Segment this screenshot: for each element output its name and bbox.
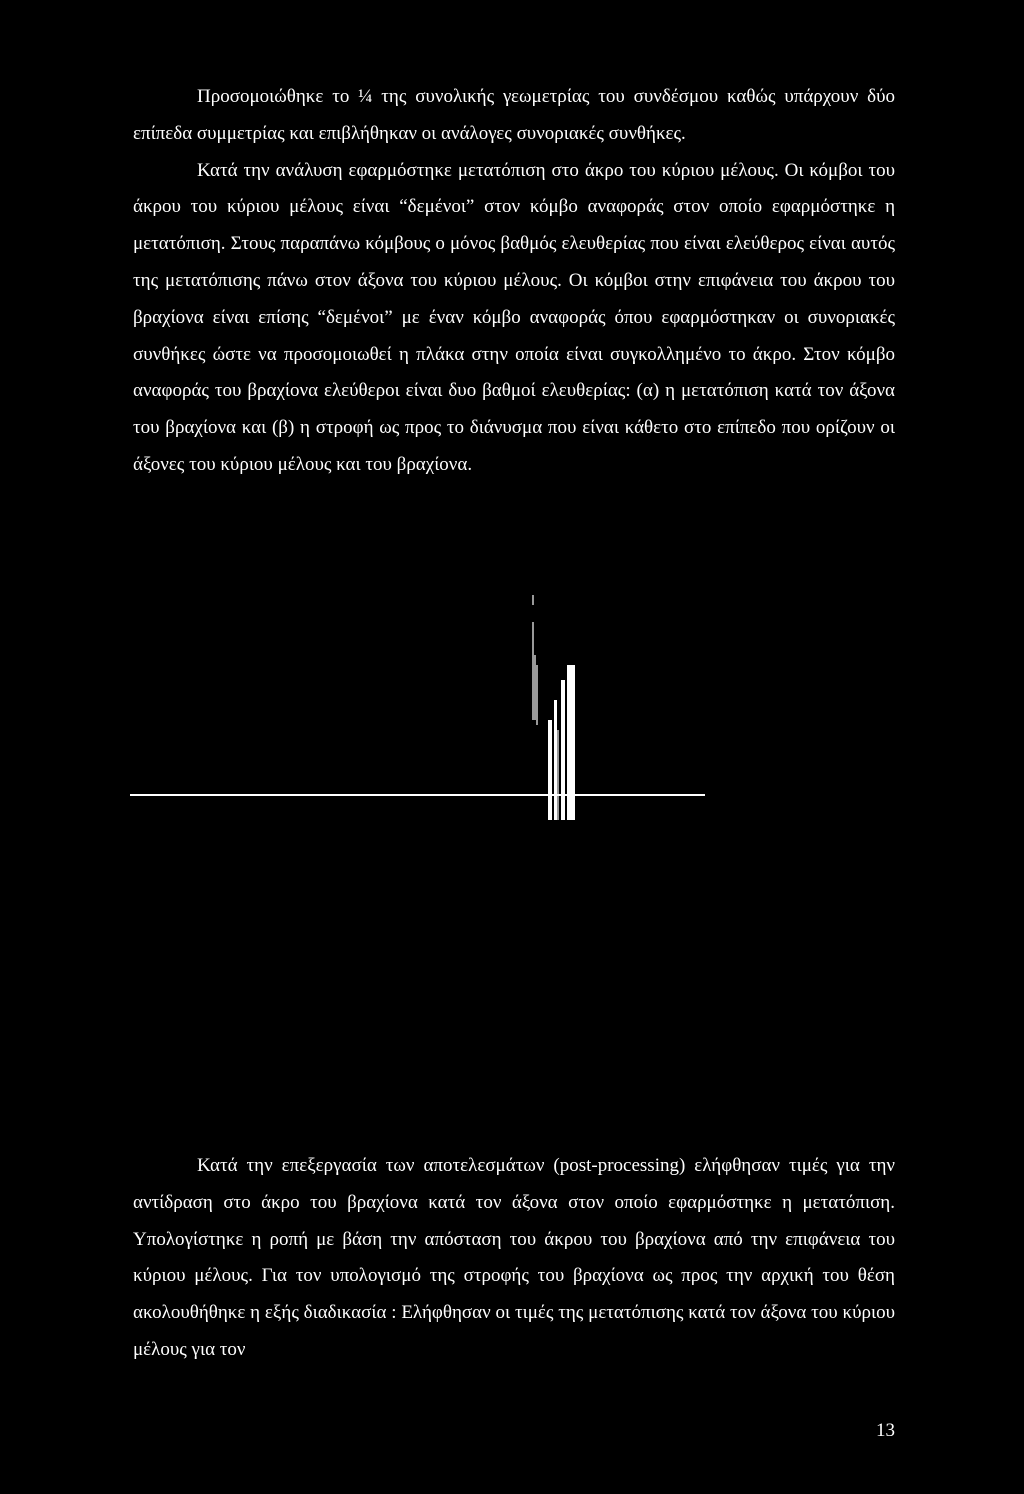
fe-mesh-drawing xyxy=(130,590,900,820)
fe-model-figure xyxy=(130,590,900,820)
paragraph-boundary-conditions xyxy=(133,79,895,484)
paragraph-displacement: Κατά την ανάλυση εφαρμόστηκε μετατόπιση στο άκρο του κύριου μέλους. Οι κόμβοι του άκρου του κύριου μέλους είναι “δεμένοι” στον κόμβο αναφοράς στον οποίο εφαρμόστηκε η μετατόπιση. Στους παραπάνω κόμβους ο μόνος βαθμός ελευθερίας που είναι ελεύθερος είναι αυτός της μετατόπισης πάνω στον άξονα του κύριου μέλους. Οι κόμβοι στην επιφάνεια του άκρου του βραχίονα είναι επίσης “δεμένοι” με έναν κόμβο αναφοράς όπου εφαρμόστηκαν οι συνοριακές συνθήκες ώστε να προσομοιωθεί η πλάκα στην οποία είναι συγκολλημένο το άκρο. Στον κόμβο αναφοράς του βραχίονα ελεύθεροι είναι δυο βαθμοί ελευθερίας: (α) η μετατόπιση κατά τον άξονα του βραχίονα και (β) η στροφή ως προς το διάνυσμα που είναι κάθετο στο επίπεδο που ορίζουν οι άξονες του κύριου μέλους και του βραχίονα. xyxy=(133,159,895,475)
paragraph-symmetry: Προσομοιώθηκε το ¼ της συνολικής γεωμετρίας του συνδέσμου καθώς υπάρχουν δύο επίπεδα συμμετρίας και επιβλήθηκαν οι ανάλογες συνοριακές συνθήκες. xyxy=(133,86,895,144)
arm-mesh xyxy=(533,595,576,820)
paragraph-post-processing xyxy=(133,1148,895,1369)
page-number: 13 xyxy=(876,1420,895,1441)
paragraph-post-processing-text: Κατά την επεξεργασία των αποτελεσμάτων (post-processing) ελήφθησαν τιμές για την αντίδραση στο άκρο του βραχίονα κατά τον άξονα στον οποίο εφαρμόστηκε η μετατόπιση. Υπολογίστηκε η ροπή με βάση την απόσταση του άκρου του βραχίονα από την επιφάνεια του κύριου μέλους. Για τον υπολογισμό της στροφής του βραχίονα ως προς την αρχική του θέση ακολουθήθηκε η εξής διαδικασία : Ελήφθησαν οι τιμές της μετατόπισης κατά τον άξονα του κύριου μέλους για τον xyxy=(133,1155,895,1360)
